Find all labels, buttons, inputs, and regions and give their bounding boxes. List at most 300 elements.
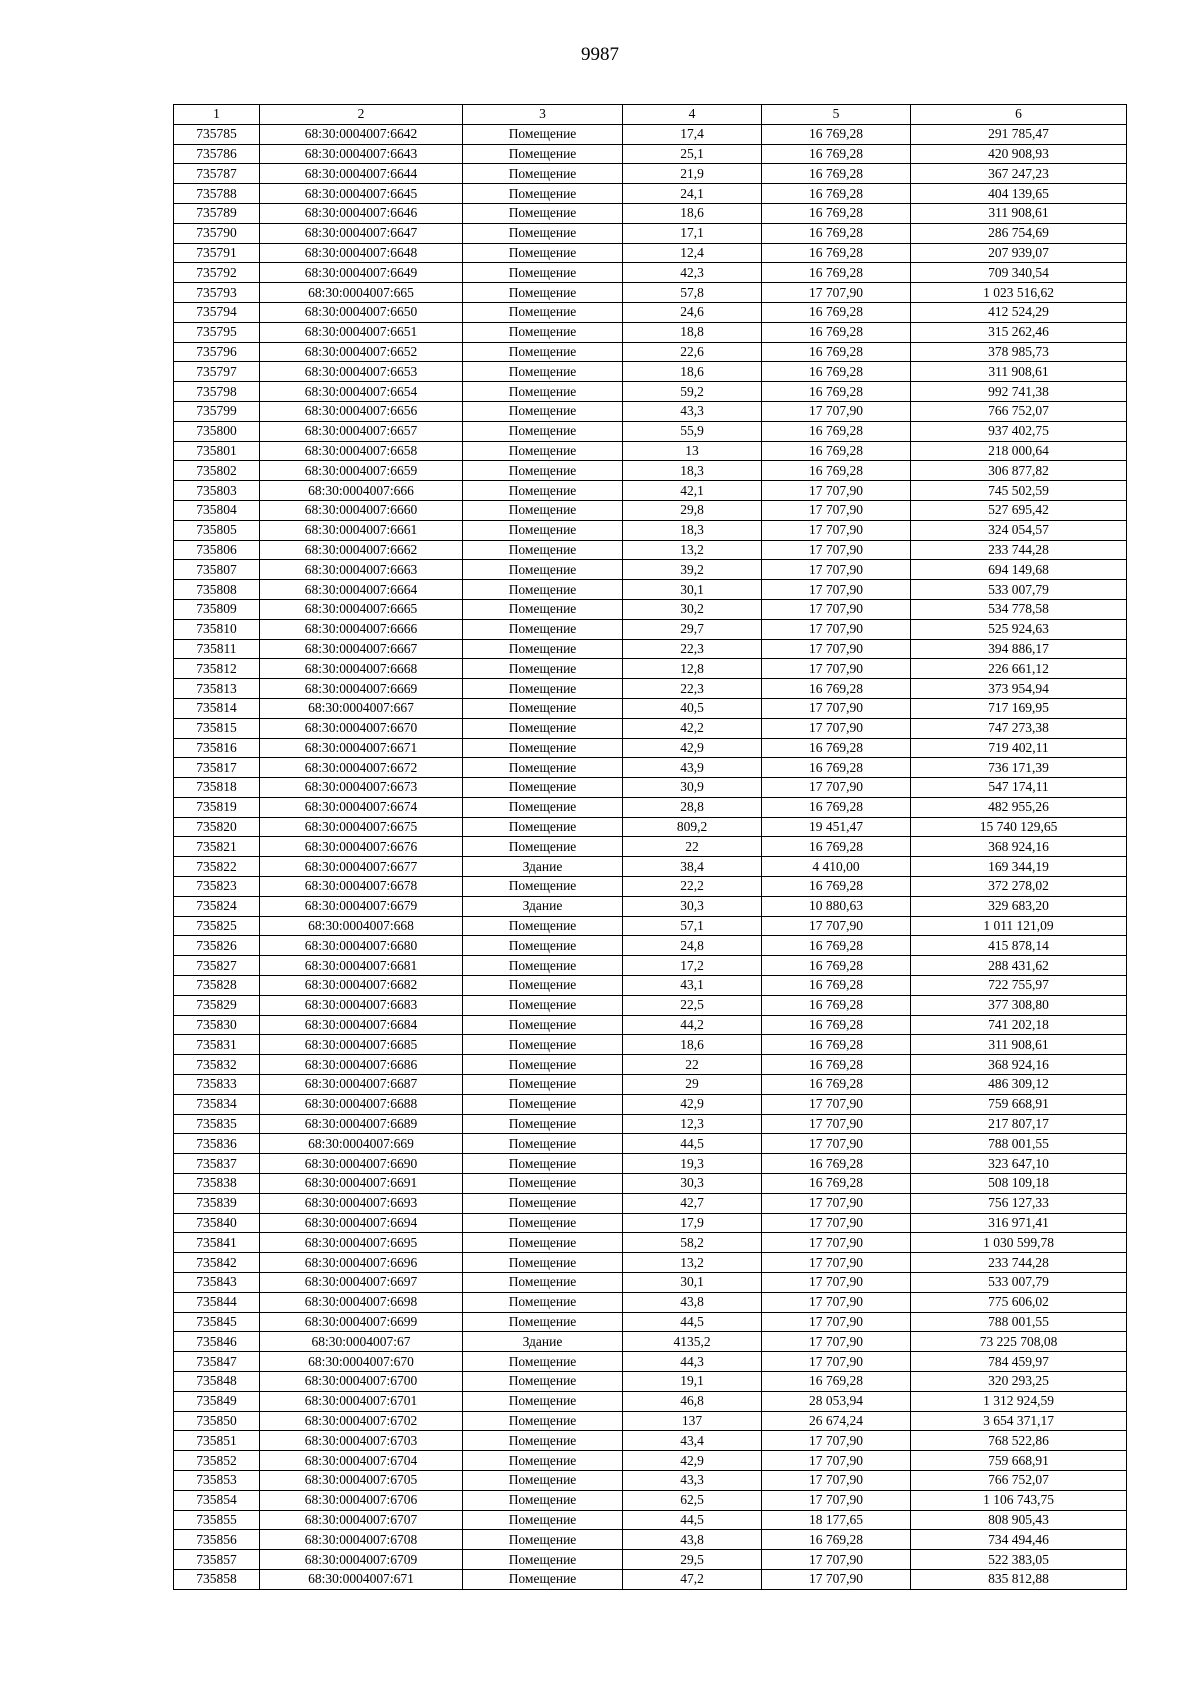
object-type-cell: Помещение <box>463 540 623 560</box>
row-number-cell: 735803 <box>174 481 260 501</box>
unit-value-cell: 16 769,28 <box>762 1174 911 1194</box>
row-number-cell: 735824 <box>174 896 260 916</box>
table-row <box>174 1292 1127 1312</box>
unit-value-cell: 17 707,90 <box>762 778 911 798</box>
object-type-cell: Помещение <box>463 718 623 738</box>
cadastral-number-cell: 68:30:0004007:6707 <box>260 1510 463 1530</box>
cadastral-value-cell: 15 740 129,65 <box>911 817 1127 837</box>
row-number-cell: 735804 <box>174 500 260 520</box>
row-number-cell: 735820 <box>174 817 260 837</box>
cadastral-value-cell: 420 908,93 <box>911 144 1127 164</box>
table-row <box>174 1233 1127 1253</box>
unit-value-cell: 17 707,90 <box>762 1193 911 1213</box>
cadastral-number-cell: 68:30:0004007:6681 <box>260 956 463 976</box>
object-type-cell: Помещение <box>463 124 623 144</box>
cadastral-number-cell: 68:30:0004007:6664 <box>260 580 463 600</box>
table-row <box>174 956 1127 976</box>
row-number-cell: 735790 <box>174 223 260 243</box>
table-row <box>174 441 1127 461</box>
unit-value-cell: 17 707,90 <box>762 1292 911 1312</box>
table-row <box>174 1174 1127 1194</box>
object-type-cell: Помещение <box>463 817 623 837</box>
area-cell: 29,5 <box>623 1550 762 1570</box>
unit-value-cell: 26 674,24 <box>762 1411 911 1431</box>
area-cell: 12,4 <box>623 243 762 263</box>
table-row <box>174 797 1127 817</box>
area-cell: 29,7 <box>623 619 762 639</box>
object-type-cell: Здание <box>463 896 623 916</box>
cadastral-value-cell: 547 174,11 <box>911 778 1127 798</box>
cadastral-number-cell: 68:30:0004007:6678 <box>260 877 463 897</box>
area-cell: 42,2 <box>623 718 762 738</box>
object-type-cell: Помещение <box>463 1233 623 1253</box>
object-type-cell: Помещение <box>463 659 623 679</box>
object-type-cell: Помещение <box>463 560 623 580</box>
object-type-cell: Помещение <box>463 520 623 540</box>
unit-value-cell: 16 769,28 <box>762 362 911 382</box>
table-row <box>174 1510 1127 1530</box>
row-number-cell: 735786 <box>174 144 260 164</box>
object-type-cell: Помещение <box>463 639 623 659</box>
cadastral-value-cell: 311 908,61 <box>911 1035 1127 1055</box>
unit-value-cell: 17 707,90 <box>762 1550 911 1570</box>
row-number-cell: 735853 <box>174 1470 260 1490</box>
object-type-cell: Помещение <box>463 223 623 243</box>
object-type-cell: Помещение <box>463 797 623 817</box>
object-type-cell: Помещение <box>463 1391 623 1411</box>
cadastral-number-cell: 68:30:0004007:67 <box>260 1332 463 1352</box>
cadastral-value-cell: 766 752,07 <box>911 1470 1127 1490</box>
column-header-4: 4 <box>623 105 762 125</box>
area-cell: 44,5 <box>623 1312 762 1332</box>
cadastral-number-cell: 68:30:0004007:6646 <box>260 203 463 223</box>
cadastral-number-cell: 68:30:0004007:6684 <box>260 1015 463 1035</box>
unit-value-cell: 4 410,00 <box>762 857 911 877</box>
row-number-cell: 735847 <box>174 1352 260 1372</box>
table-row <box>174 540 1127 560</box>
area-cell: 24,8 <box>623 936 762 956</box>
cadastral-value-cell: 1 030 599,78 <box>911 1233 1127 1253</box>
area-cell: 30,3 <box>623 896 762 916</box>
area-cell: 18,6 <box>623 1035 762 1055</box>
table-row <box>174 659 1127 679</box>
cadastral-number-cell: 68:30:0004007:6666 <box>260 619 463 639</box>
cadastral-number-cell: 68:30:0004007:6643 <box>260 144 463 164</box>
cadastral-number-cell: 68:30:0004007:6702 <box>260 1411 463 1431</box>
unit-value-cell: 16 769,28 <box>762 995 911 1015</box>
unit-value-cell: 17 707,90 <box>762 1569 911 1589</box>
area-cell: 22 <box>623 1055 762 1075</box>
object-type-cell: Помещение <box>463 184 623 204</box>
cadastral-value-cell: 394 886,17 <box>911 639 1127 659</box>
cadastral-value-cell: 768 522,86 <box>911 1431 1127 1451</box>
area-cell: 29 <box>623 1075 762 1095</box>
unit-value-cell: 17 707,90 <box>762 1114 911 1134</box>
row-number-cell: 735828 <box>174 976 260 996</box>
table-row <box>174 1391 1127 1411</box>
cadastral-number-cell: 68:30:0004007:6674 <box>260 797 463 817</box>
area-cell: 18,3 <box>623 520 762 540</box>
table-row <box>174 1035 1127 1055</box>
table-row <box>174 1352 1127 1372</box>
column-header-2: 2 <box>260 105 463 125</box>
area-cell: 22,3 <box>623 679 762 699</box>
cadastral-number-cell: 68:30:0004007:6703 <box>260 1431 463 1451</box>
row-number-cell: 735817 <box>174 758 260 778</box>
registry-table <box>173 104 1127 1590</box>
cadastral-number-cell: 68:30:0004007:669 <box>260 1134 463 1154</box>
row-number-cell: 735852 <box>174 1451 260 1471</box>
row-number-cell: 735798 <box>174 382 260 402</box>
area-cell: 44,5 <box>623 1510 762 1530</box>
unit-value-cell: 16 769,28 <box>762 223 911 243</box>
unit-value-cell: 17 707,90 <box>762 1094 911 1114</box>
row-number-cell: 735843 <box>174 1273 260 1293</box>
table-row <box>174 223 1127 243</box>
area-cell: 43,1 <box>623 976 762 996</box>
unit-value-cell: 17 707,90 <box>762 1451 911 1471</box>
cadastral-value-cell: 784 459,97 <box>911 1352 1127 1372</box>
cadastral-number-cell: 68:30:0004007:6680 <box>260 936 463 956</box>
row-number-cell: 735800 <box>174 421 260 441</box>
cadastral-number-cell: 68:30:0004007:6647 <box>260 223 463 243</box>
cadastral-value-cell: 736 171,39 <box>911 758 1127 778</box>
object-type-cell: Помещение <box>463 936 623 956</box>
table-row <box>174 1470 1127 1490</box>
table-row <box>174 1213 1127 1233</box>
table-row <box>174 1273 1127 1293</box>
cadastral-number-cell: 68:30:0004007:6659 <box>260 461 463 481</box>
cadastral-value-cell: 3 654 371,17 <box>911 1411 1127 1431</box>
cadastral-value-cell: 533 007,79 <box>911 1273 1127 1293</box>
cadastral-number-cell: 68:30:0004007:670 <box>260 1352 463 1372</box>
cadastral-number-cell: 68:30:0004007:6693 <box>260 1193 463 1213</box>
cadastral-value-cell: 533 007,79 <box>911 580 1127 600</box>
table-row <box>174 1015 1127 1035</box>
row-number-cell: 735788 <box>174 184 260 204</box>
object-type-cell: Помещение <box>463 1055 623 1075</box>
table-row <box>174 1550 1127 1570</box>
cadastral-number-cell: 68:30:0004007:6654 <box>260 382 463 402</box>
cadastral-number-cell: 68:30:0004007:6698 <box>260 1292 463 1312</box>
object-type-cell: Помещение <box>463 302 623 322</box>
unit-value-cell: 16 769,28 <box>762 956 911 976</box>
row-number-cell: 735813 <box>174 679 260 699</box>
object-type-cell: Помещение <box>463 1490 623 1510</box>
row-number-cell: 735844 <box>174 1292 260 1312</box>
table-row <box>174 580 1127 600</box>
row-number-cell: 735818 <box>174 778 260 798</box>
unit-value-cell: 17 707,90 <box>762 1490 911 1510</box>
unit-value-cell: 17 707,90 <box>762 1332 911 1352</box>
object-type-cell: Помещение <box>463 1015 623 1035</box>
table-row <box>174 857 1127 877</box>
area-cell: 29,8 <box>623 500 762 520</box>
object-type-cell: Помещение <box>463 401 623 421</box>
unit-value-cell: 17 707,90 <box>762 560 911 580</box>
cadastral-value-cell: 218 000,64 <box>911 441 1127 461</box>
area-cell: 46,8 <box>623 1391 762 1411</box>
column-header-3: 3 <box>463 105 623 125</box>
cadastral-number-cell: 68:30:0004007:6661 <box>260 520 463 540</box>
unit-value-cell: 16 769,28 <box>762 976 911 996</box>
area-cell: 30,9 <box>623 778 762 798</box>
unit-value-cell: 17 707,90 <box>762 1233 911 1253</box>
table-body <box>174 124 1127 1589</box>
unit-value-cell: 18 177,65 <box>762 1510 911 1530</box>
row-number-cell: 735839 <box>174 1193 260 1213</box>
row-number-cell: 735796 <box>174 342 260 362</box>
object-type-cell: Помещение <box>463 342 623 362</box>
cadastral-value-cell: 323 647,10 <box>911 1154 1127 1174</box>
cadastral-number-cell: 68:30:0004007:6682 <box>260 976 463 996</box>
object-type-cell: Помещение <box>463 203 623 223</box>
row-number-cell: 735792 <box>174 263 260 283</box>
row-number-cell: 735785 <box>174 124 260 144</box>
table-row <box>174 1193 1127 1213</box>
object-type-cell: Помещение <box>463 738 623 758</box>
area-cell: 42,9 <box>623 738 762 758</box>
table-row <box>174 401 1127 421</box>
unit-value-cell: 16 769,28 <box>762 1154 911 1174</box>
cadastral-value-cell: 722 755,97 <box>911 976 1127 996</box>
row-number-cell: 735829 <box>174 995 260 1015</box>
area-cell: 809,2 <box>623 817 762 837</box>
table-row <box>174 1154 1127 1174</box>
object-type-cell: Помещение <box>463 1094 623 1114</box>
cadastral-value-cell: 415 878,14 <box>911 936 1127 956</box>
cadastral-number-cell: 68:30:0004007:6685 <box>260 1035 463 1055</box>
object-type-cell: Помещение <box>463 481 623 501</box>
table-row <box>174 1055 1127 1075</box>
object-type-cell: Помещение <box>463 1154 623 1174</box>
object-type-cell: Здание <box>463 1332 623 1352</box>
cadastral-value-cell: 288 431,62 <box>911 956 1127 976</box>
cadastral-number-cell: 68:30:0004007:6673 <box>260 778 463 798</box>
cadastral-number-cell: 68:30:0004007:6658 <box>260 441 463 461</box>
cadastral-value-cell: 315 262,46 <box>911 322 1127 342</box>
row-number-cell: 735841 <box>174 1233 260 1253</box>
area-cell: 13 <box>623 441 762 461</box>
table-row <box>174 144 1127 164</box>
row-number-cell: 735849 <box>174 1391 260 1411</box>
cadastral-value-cell: 286 754,69 <box>911 223 1127 243</box>
unit-value-cell: 16 769,28 <box>762 758 911 778</box>
table-row <box>174 342 1127 362</box>
cadastral-number-cell: 68:30:0004007:6669 <box>260 679 463 699</box>
object-type-cell: Помещение <box>463 441 623 461</box>
object-type-cell: Помещение <box>463 1174 623 1194</box>
cadastral-number-cell: 68:30:0004007:6656 <box>260 401 463 421</box>
row-number-cell: 735794 <box>174 302 260 322</box>
table-row <box>174 936 1127 956</box>
row-number-cell: 735791 <box>174 243 260 263</box>
cadastral-value-cell: 368 924,16 <box>911 1055 1127 1075</box>
cadastral-number-cell: 68:30:0004007:666 <box>260 481 463 501</box>
object-type-cell: Помещение <box>463 382 623 402</box>
unit-value-cell: 17 707,90 <box>762 1273 911 1293</box>
cadastral-value-cell: 709 340,54 <box>911 263 1127 283</box>
unit-value-cell: 16 769,28 <box>762 1075 911 1095</box>
unit-value-cell: 16 769,28 <box>762 342 911 362</box>
cadastral-value-cell: 835 812,88 <box>911 1569 1127 1589</box>
table-row <box>174 362 1127 382</box>
object-type-cell: Помещение <box>463 956 623 976</box>
unit-value-cell: 16 769,28 <box>762 1015 911 1035</box>
table-row <box>174 263 1127 283</box>
object-type-cell: Помещение <box>463 916 623 936</box>
area-cell: 42,3 <box>623 263 762 283</box>
area-cell: 13,2 <box>623 1253 762 1273</box>
cadastral-value-cell: 756 127,33 <box>911 1193 1127 1213</box>
row-number-cell: 735795 <box>174 322 260 342</box>
table-row <box>174 1134 1127 1154</box>
cadastral-number-cell: 68:30:0004007:6679 <box>260 896 463 916</box>
cadastral-value-cell: 217 807,17 <box>911 1114 1127 1134</box>
unit-value-cell: 16 769,28 <box>762 461 911 481</box>
table-row <box>174 203 1127 223</box>
object-type-cell: Помещение <box>463 580 623 600</box>
area-cell: 44,3 <box>623 1352 762 1372</box>
row-number-cell: 735806 <box>174 540 260 560</box>
area-cell: 25,1 <box>623 144 762 164</box>
cadastral-value-cell: 233 744,28 <box>911 1253 1127 1273</box>
table-row <box>174 698 1127 718</box>
row-number-cell: 735808 <box>174 580 260 600</box>
cadastral-value-cell: 482 955,26 <box>911 797 1127 817</box>
cadastral-value-cell: 992 741,38 <box>911 382 1127 402</box>
row-number-cell: 735845 <box>174 1312 260 1332</box>
row-number-cell: 735858 <box>174 1569 260 1589</box>
area-cell: 18,6 <box>623 203 762 223</box>
area-cell: 18,3 <box>623 461 762 481</box>
table-row <box>174 758 1127 778</box>
table-row <box>174 778 1127 798</box>
table-row <box>174 1569 1127 1589</box>
row-number-cell: 735793 <box>174 283 260 303</box>
table-row <box>174 896 1127 916</box>
cadastral-value-cell: 233 744,28 <box>911 540 1127 560</box>
table-row <box>174 599 1127 619</box>
cadastral-value-cell: 311 908,61 <box>911 203 1127 223</box>
table-row <box>174 1332 1127 1352</box>
cadastral-value-cell: 324 054,57 <box>911 520 1127 540</box>
area-cell: 47,2 <box>623 1569 762 1589</box>
cadastral-value-cell: 412 524,29 <box>911 302 1127 322</box>
unit-value-cell: 16 769,28 <box>762 322 911 342</box>
unit-value-cell: 16 769,28 <box>762 837 911 857</box>
cadastral-number-cell: 68:30:0004007:6697 <box>260 1273 463 1293</box>
area-cell: 62,5 <box>623 1490 762 1510</box>
area-cell: 59,2 <box>623 382 762 402</box>
row-number-cell: 735838 <box>174 1174 260 1194</box>
row-number-cell: 735856 <box>174 1530 260 1550</box>
unit-value-cell: 19 451,47 <box>762 817 911 837</box>
cadastral-number-cell: 68:30:0004007:6704 <box>260 1451 463 1471</box>
cadastral-number-cell: 68:30:0004007:6653 <box>260 362 463 382</box>
area-cell: 13,2 <box>623 540 762 560</box>
area-cell: 24,6 <box>623 302 762 322</box>
area-cell: 22,2 <box>623 877 762 897</box>
unit-value-cell: 17 707,90 <box>762 520 911 540</box>
unit-value-cell: 16 769,28 <box>762 797 911 817</box>
object-type-cell: Помещение <box>463 778 623 798</box>
object-type-cell: Помещение <box>463 1411 623 1431</box>
unit-value-cell: 16 769,28 <box>762 679 911 699</box>
cadastral-value-cell: 534 778,58 <box>911 599 1127 619</box>
row-number-cell: 735848 <box>174 1372 260 1392</box>
unit-value-cell: 17 707,90 <box>762 718 911 738</box>
table-row <box>174 718 1127 738</box>
page-number: 9987 <box>581 44 619 65</box>
unit-value-cell: 17 707,90 <box>762 1312 911 1332</box>
object-type-cell: Помещение <box>463 461 623 481</box>
cadastral-value-cell: 329 683,20 <box>911 896 1127 916</box>
cadastral-value-cell: 316 971,41 <box>911 1213 1127 1233</box>
table-row <box>174 481 1127 501</box>
area-cell: 19,1 <box>623 1372 762 1392</box>
table-row <box>174 322 1127 342</box>
cadastral-value-cell: 368 924,16 <box>911 837 1127 857</box>
row-number-cell: 735840 <box>174 1213 260 1233</box>
unit-value-cell: 16 769,28 <box>762 203 911 223</box>
row-number-cell: 735797 <box>174 362 260 382</box>
cadastral-number-cell: 68:30:0004007:6701 <box>260 1391 463 1411</box>
object-type-cell: Помещение <box>463 283 623 303</box>
row-number-cell: 735811 <box>174 639 260 659</box>
unit-value-cell: 16 769,28 <box>762 263 911 283</box>
area-cell: 17,9 <box>623 1213 762 1233</box>
cadastral-value-cell: 525 924,63 <box>911 619 1127 639</box>
cadastral-number-cell: 68:30:0004007:6699 <box>260 1312 463 1332</box>
table-row <box>174 837 1127 857</box>
table-row <box>174 1431 1127 1451</box>
cadastral-value-cell: 169 344,19 <box>911 857 1127 877</box>
unit-value-cell: 16 769,28 <box>762 1035 911 1055</box>
object-type-cell: Помещение <box>463 1352 623 1372</box>
row-number-cell: 735825 <box>174 916 260 936</box>
area-cell: 28,8 <box>623 797 762 817</box>
cadastral-number-cell: 68:30:0004007:6642 <box>260 124 463 144</box>
table-row <box>174 639 1127 659</box>
cadastral-number-cell: 68:30:0004007:6677 <box>260 857 463 877</box>
cadastral-number-cell: 68:30:0004007:6675 <box>260 817 463 837</box>
cadastral-number-cell: 68:30:0004007:6694 <box>260 1213 463 1233</box>
unit-value-cell: 17 707,90 <box>762 1470 911 1490</box>
column-header-6: 6 <box>911 105 1127 125</box>
table-row <box>174 976 1127 996</box>
area-cell: 12,3 <box>623 1114 762 1134</box>
cadastral-value-cell: 377 308,80 <box>911 995 1127 1015</box>
cadastral-number-cell: 68:30:0004007:6700 <box>260 1372 463 1392</box>
area-cell: 42,9 <box>623 1094 762 1114</box>
unit-value-cell: 17 707,90 <box>762 401 911 421</box>
table-row <box>174 520 1127 540</box>
row-number-cell: 735815 <box>174 718 260 738</box>
cadastral-number-cell: 68:30:0004007:6644 <box>260 164 463 184</box>
unit-value-cell: 16 769,28 <box>762 936 911 956</box>
cadastral-value-cell: 788 001,55 <box>911 1312 1127 1332</box>
object-type-cell: Помещение <box>463 1372 623 1392</box>
object-type-cell: Помещение <box>463 263 623 283</box>
area-cell: 22,5 <box>623 995 762 1015</box>
object-type-cell: Помещение <box>463 1213 623 1233</box>
area-cell: 39,2 <box>623 560 762 580</box>
area-cell: 55,9 <box>623 421 762 441</box>
cadastral-number-cell: 68:30:0004007:6657 <box>260 421 463 441</box>
cadastral-number-cell: 68:30:0004007:6708 <box>260 1530 463 1550</box>
unit-value-cell: 16 769,28 <box>762 1055 911 1075</box>
